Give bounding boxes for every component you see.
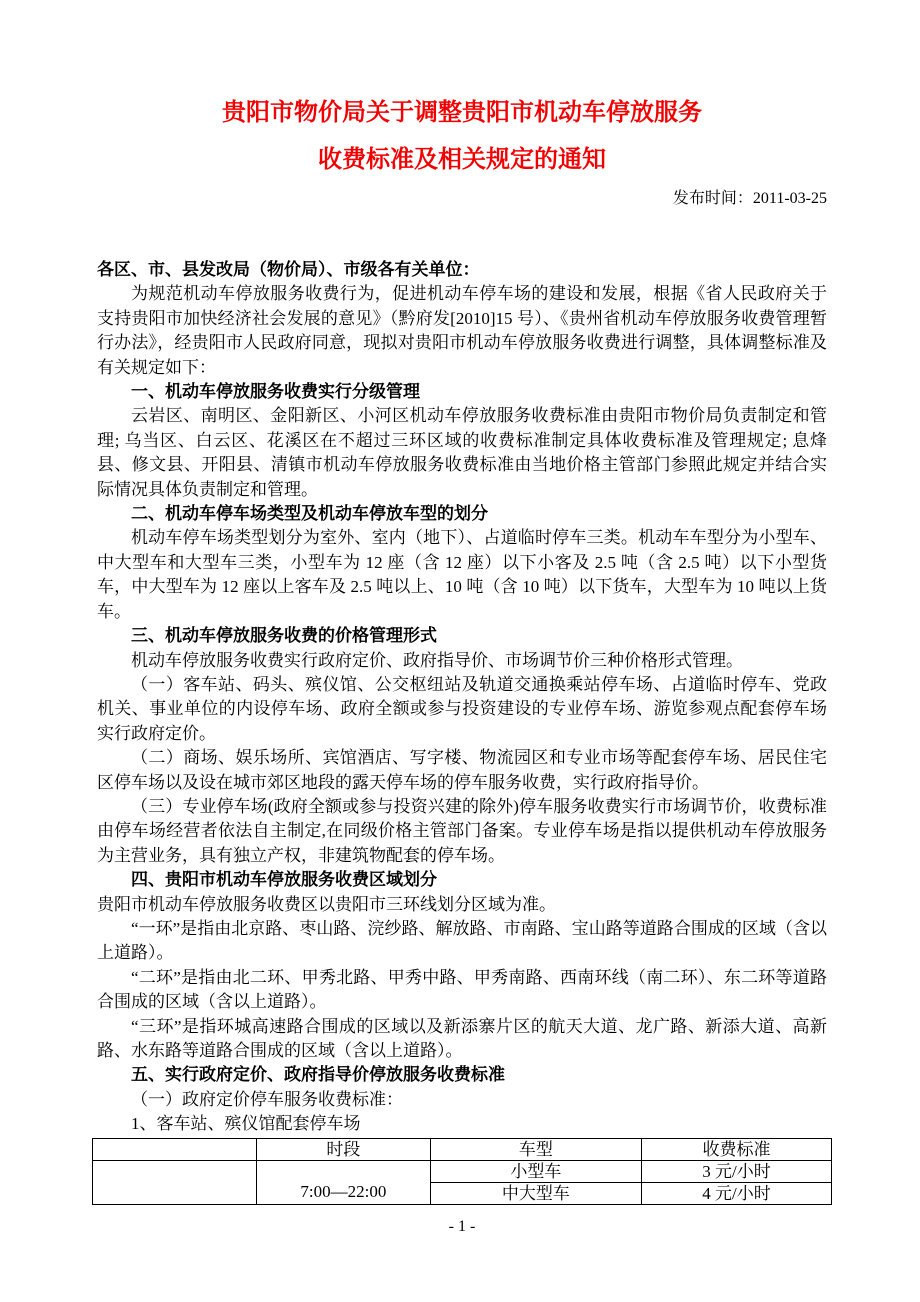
vehicle-type-cell: 中大型车 (430, 1182, 641, 1204)
parking-fee-table (92, 1138, 832, 1205)
section-5-heading: 五、实行政府定价、政府指导价停放服务收费标准 (131, 1065, 505, 1085)
section-3-item-2: （二）商场、娱乐场所、宾馆酒店、写字楼、物流园区和专业市场等配套停车场、居民住宅区停车场以及设在城市郊区地段的露天停车场的停车服务收费，实行政府指导价。 (97, 748, 827, 792)
header-time-cell: 时段 (257, 1138, 431, 1160)
table-row (93, 1160, 832, 1182)
header-rate-cell: 收费标准 (642, 1138, 832, 1160)
section-3-item-1: （一）客车站、码头、殡仪馆、公交枢纽站及轨道交通换乘站停车场、占道临时停车、党政机关、事业单位的内设停车场、政府全额或参与投资建设的专业停车场、游览参观点配套停车场实行政府定价。 (97, 674, 827, 743)
rate-cell: 4 元/小时 (642, 1182, 832, 1204)
ring-3-paragraph: “三环”是指环城高速路合围成的区域以及新添寨片区的航天大道、龙广路、新添大道、高新路、水东路等道路合围成的区域（含以上道路）。 (97, 1016, 827, 1060)
table-header-row (93, 1138, 832, 1160)
section-3-heading: 三、机动车停放服务收费的价格管理形式 (131, 626, 437, 646)
rate-cell: 3 元/小时 (642, 1160, 832, 1182)
header-spacer-cell (93, 1138, 257, 1160)
header-vehicle-cell: 车型 (430, 1138, 641, 1160)
time-period-cell: 7:00—22:00 (257, 1160, 431, 1204)
list-item-1-line: 1、客车站、殡仪馆配套停车场 (131, 1114, 361, 1134)
intro-paragraph: 为规范机动车停放服务收费行为，促进机动车停车场的建设和发展，根据《省人民政府关于支持贵阳市加快经济社会发展的意见》（黔府发[2010]15 号）、《贵州省机动车停放服务收费管理暂行办法》，经贵阳市人民政府同意，现拟对贵阳市机动车停放服务收费进行调整，具体调整标准及有关规定如下： (97, 284, 827, 377)
section-2-paragraph: 机动车停车场类型划分为室外、室内（地下）、占道临时停车三类。机动车车型分为小型车、中大型车和大型车三类，小型车为 12 座（含 12 座）以下小客及 2.5 吨（含 2.5 吨）以下小型货车，中大型车为 12 座以上客车及 2.5 吨以上、10 吨（含 10 吨）以下货车，大型车为 10 吨以上货车。 (97, 528, 827, 621)
spacer-cell (93, 1160, 257, 1204)
recipients-line: 各区、市、县发改局（物价局）、市级各有关单位： (97, 260, 480, 279)
subsection-1-line: （一）政府定价停车服务收费标准： (131, 1089, 403, 1109)
document-title (97, 90, 827, 184)
document-title-line1: 贵阳市物价局关于调整贵阳市机动车停放服务 (222, 100, 702, 126)
document-content (97, 258, 827, 1137)
section-1-heading: 一、机动车停放服务收费实行分级管理 (131, 382, 420, 402)
section-3-item-3: （三）专业停车场(政府全额或参与投资兴建的除外)停车服务收费实行市场调节价，收费标准由停车场经营者依法自主制定,在同级价格主管部门备案。专业停车场是指以提供机动车停放服务为主营业务，具有独立产权，非建筑物配套的停车场。 (97, 796, 827, 865)
document-body (97, 0, 827, 1236)
section-3-paragraph: 机动车停放服务收费实行政府定价、政府指导价、市场调节价三种价格形式管理。 (131, 650, 743, 670)
vehicle-type-cell: 小型车 (430, 1160, 641, 1182)
ring-1-paragraph: “一环”是指由北京路、枣山路、浣纱路、解放路、市南路、宝山路等道路合围成的区域（含以上道路）。 (97, 918, 827, 963)
page-number: - 1 - (448, 1217, 476, 1235)
ring-2-paragraph: “二环”是指由北二环、甲秀北路、甲秀中路、甲秀南路、西南环线（南二环）、东二环等道路合围成的区域（含以上道路）。 (97, 967, 827, 1012)
document-title-line2: 收费标准及相关规定的通知 (318, 147, 606, 173)
section-4-heading: 四、贵阳市机动车停放服务收费区域划分 (131, 870, 437, 890)
section-1-paragraph: 云岩区、南明区、金阳新区、小河区机动车停放服务收费标准由贵阳市物价局负责制定和管理; 乌当区、白云区、花溪区在不超过三环区域的收费标准制定具体收费标准及管理规定; 息烽县、修文县、开阳县、清镇市机动车停放服务收费标准由当地价格主管部门参照此规定并结合实际情况具体负责制定和管理。 (97, 406, 827, 499)
section-4-paragraph: 贵阳市机动车停放服务收费区以贵阳市三环线划分区域为准。 (97, 894, 556, 914)
publish-date: 发布时间：2011-03-25 (672, 190, 827, 207)
section-2-heading: 二、机动车停车场类型及机动车停放车型的划分 (131, 504, 488, 524)
